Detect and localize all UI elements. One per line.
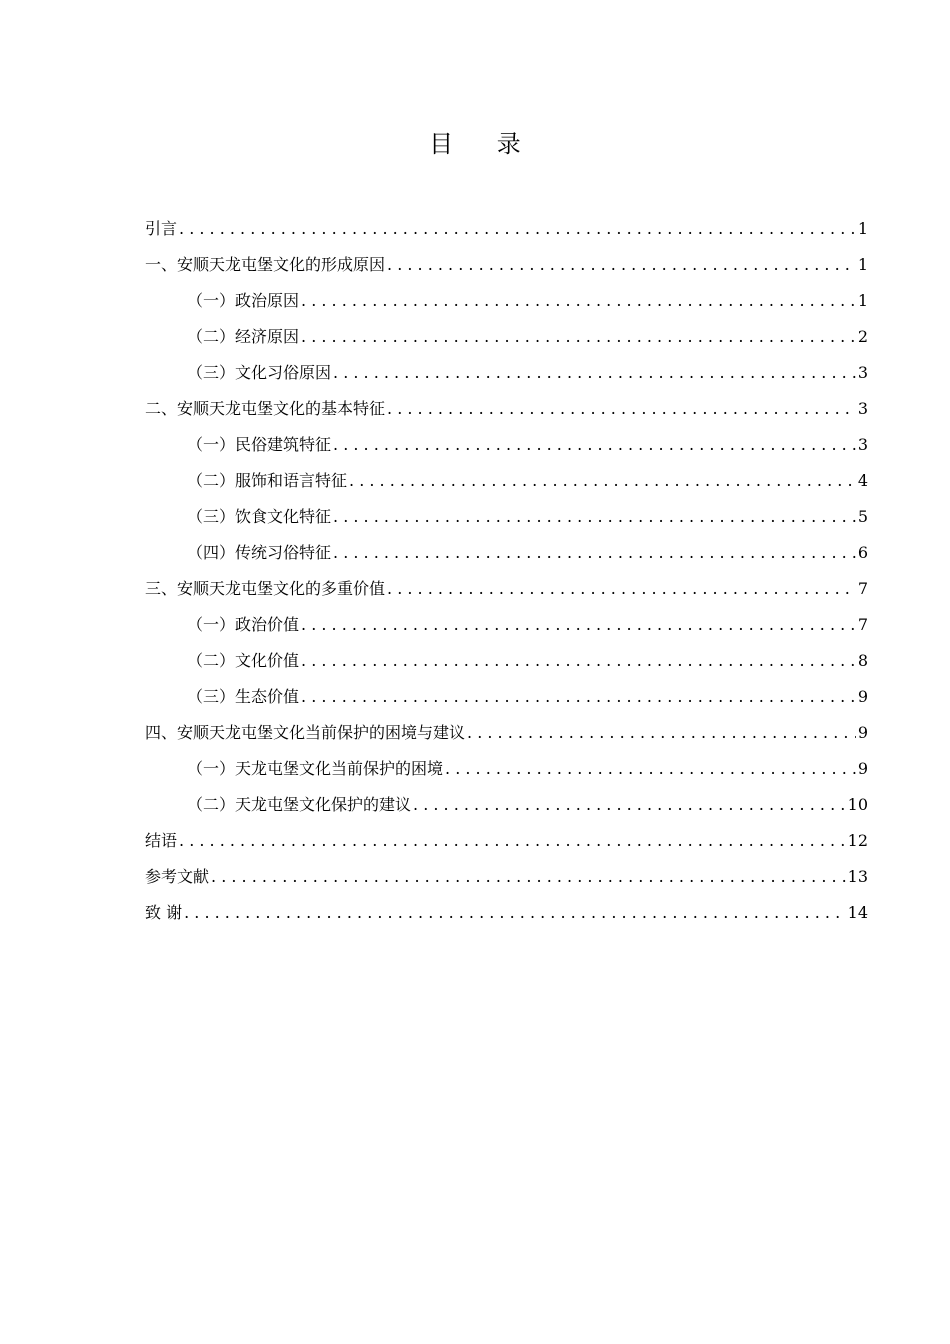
toc-entry-text: 致 谢 <box>145 903 183 922</box>
toc-page-number: 5 <box>857 507 868 526</box>
toc-page-number: 4 <box>857 471 868 490</box>
toc-page-number: 9 <box>857 759 868 778</box>
toc-entry-text: （三）饮食文化特征 <box>187 507 332 526</box>
toc-entry-text: （四）传统习俗特征 <box>187 543 332 562</box>
toc-leader-dots <box>387 571 856 607</box>
toc-entry <box>145 283 868 319</box>
toc-entry <box>145 787 868 823</box>
toc-entry-text: （一）天龙屯堡文化当前保护的困境 <box>187 759 444 778</box>
toc-page-number: 12 <box>847 831 868 850</box>
toc-leader-dots <box>301 319 856 355</box>
toc-page-number: 2 <box>857 327 868 346</box>
toc-leader-dots <box>333 427 856 463</box>
toc-list <box>145 211 868 931</box>
toc-leader-dots <box>333 355 856 391</box>
toc-entry <box>145 715 868 751</box>
toc-entry-text: （二）天龙屯堡文化保护的建议 <box>187 795 412 814</box>
toc-entry-text: （二）经济原因 <box>187 327 300 346</box>
toc-entry <box>145 679 868 715</box>
toc-leader-dots <box>349 463 856 499</box>
toc-entry <box>145 859 868 895</box>
toc-entry-text: 一、安顺天龙屯堡文化的形成原因 <box>145 255 386 274</box>
toc-leader-dots <box>211 859 846 895</box>
toc-page-number: 7 <box>857 579 868 598</box>
toc-leader-dots <box>301 283 856 319</box>
toc-entry <box>145 355 868 391</box>
toc-entry <box>145 391 868 427</box>
toc-leader-dots <box>333 535 856 571</box>
toc-entry <box>145 571 868 607</box>
toc-entry-text: 二、安顺天龙屯堡文化的基本特征 <box>145 399 386 418</box>
toc-entry <box>145 319 868 355</box>
toc-entry <box>145 643 868 679</box>
toc-leader-dots <box>184 895 846 931</box>
toc-entry <box>145 823 868 859</box>
toc-entry <box>145 463 868 499</box>
toc-title: 目 录 <box>429 130 539 158</box>
toc-leader-dots <box>179 211 856 247</box>
toc-leader-dots <box>179 823 846 859</box>
toc-page-number: 14 <box>847 903 868 922</box>
toc-entry <box>145 751 868 787</box>
toc-page-number: 3 <box>857 435 868 454</box>
toc-page-number: 8 <box>857 651 868 670</box>
toc-entry <box>145 247 868 283</box>
toc-entry <box>145 427 868 463</box>
toc-page-number: 10 <box>847 795 868 814</box>
toc-entry-text: （二）服饰和语言特征 <box>187 471 348 490</box>
toc-page-number: 1 <box>857 255 868 274</box>
toc-entry-text: （一）民俗建筑特征 <box>187 435 332 454</box>
toc-entry <box>145 535 868 571</box>
toc-entry-text: （三）生态价值 <box>187 687 300 706</box>
toc-leader-dots <box>467 715 856 751</box>
toc-entry-text: （三）文化习俗原因 <box>187 363 332 382</box>
toc-page-number: 6 <box>857 543 868 562</box>
toc-entry <box>145 607 868 643</box>
toc-leader-dots <box>387 247 856 283</box>
toc-entry-text: 引言 <box>145 219 178 238</box>
toc-entry <box>145 895 868 931</box>
toc-page-number: 9 <box>857 687 868 706</box>
toc-entry <box>145 211 868 247</box>
toc-page-number: 1 <box>857 291 868 310</box>
toc-entry-text: （一）政治价值 <box>187 615 300 634</box>
toc-entry-text: 参考文献 <box>145 867 210 886</box>
toc-entry-text: 结语 <box>145 831 178 850</box>
toc-entry-text: （一）政治原因 <box>187 291 300 310</box>
toc-leader-dots <box>301 643 856 679</box>
toc-leader-dots <box>301 679 856 715</box>
toc-leader-dots <box>413 787 846 823</box>
toc-page-number: 9 <box>857 723 868 742</box>
toc-entry-text: 三、安顺天龙屯堡文化的多重价值 <box>145 579 386 598</box>
toc-entry <box>145 499 868 535</box>
toc-leader-dots <box>333 499 856 535</box>
toc-leader-dots <box>387 391 856 427</box>
toc-leader-dots <box>445 751 856 787</box>
toc-entry-text: 四、安顺天龙屯堡文化当前保护的困境与建议 <box>145 723 466 742</box>
toc-page-number: 3 <box>857 363 868 382</box>
toc-page-number: 3 <box>857 399 868 418</box>
toc-page-number: 1 <box>857 219 868 238</box>
toc-entry-text: （二）文化价值 <box>187 651 300 670</box>
toc-page-number: 7 <box>857 615 868 634</box>
toc-leader-dots <box>301 607 856 643</box>
toc-page-number: 13 <box>847 867 868 886</box>
